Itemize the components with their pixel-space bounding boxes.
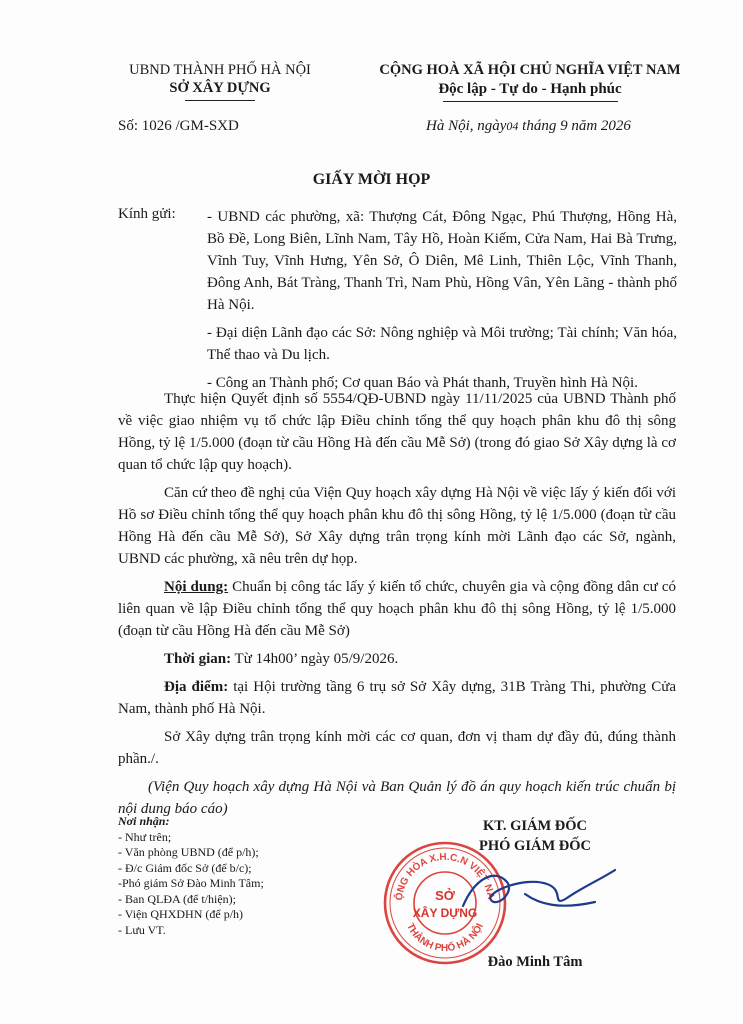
nation-block	[355, 62, 705, 102]
distribution-item: - Viện QHXDHN (để p/h)	[118, 907, 244, 921]
time-text: Từ 14h00’ ngày 05/9/2026.	[231, 651, 399, 667]
place-text: tại Hội trường tầng 6 trụ sở Sở Xây dựng, 31B Tràng Thi, phường Cửa Nam, thành phố Hà Nội.	[118, 679, 676, 717]
distribution-item: - Văn phòng UBND (để p/h);	[118, 845, 259, 859]
paragraph-time	[118, 648, 676, 670]
content-label: Nội dung:	[164, 579, 229, 595]
date-prefix: Hà Nội, ngày	[426, 118, 507, 134]
distribution-item: - Lưu VT.	[118, 922, 166, 937]
place-label: Địa điểm:	[164, 679, 229, 695]
time-label: Thời gian:	[164, 651, 232, 667]
handwritten-signature	[455, 848, 625, 928]
nation-motto: Độc lập - Tự do - Hạnh phúc	[438, 81, 622, 97]
document-date	[426, 118, 631, 135]
motto-underline	[443, 101, 618, 102]
recipient-item: - Đại diện Lãnh đạo các Sở: Nông nghiệp và Môi trường; Tài chính; Văn hóa, Thể thao và Du lịch.	[207, 325, 677, 363]
document-body	[118, 388, 676, 820]
distribution-item: - Đ/c Giám đốc Sở (để b/c);	[118, 860, 252, 875]
distribution-item: - Như trên;	[118, 829, 172, 844]
paragraph-note: (Viện Quy hoạch xây dựng Hà Nội và Ban Quản lý đồ án quy hoạch kiến trúc chuẩn bị nội dung báo cáo)	[118, 779, 676, 817]
agency-name: UBND THÀNH PHỐ HÀ NỘI	[129, 62, 311, 78]
paragraph-content	[118, 576, 676, 642]
stamp-ring-top: ỘNG HÒA X.H.C.N VIỆT NA	[393, 851, 496, 902]
signature-role-2: PHÓ GIÁM ĐỐC	[479, 838, 591, 854]
paragraph-decision: Thực hiện Quyết định số 5554/QĐ-UBND ngày 11/11/2025 của UBND Thành phố về việc giao nhiệm vụ tổ chức lập Điều chỉnh tổng thể quy hoạch phân khu đô thị sông Hồng, tỷ lệ 1/5.000 (đoạn từ cầu Hồng Hà đến cầu Mễ Sở) (trong đó giao Sở Xây dựng là cơ quan tổ chức lập quy hoạch).	[118, 391, 676, 473]
recipients-label: Kính gửi:	[118, 206, 176, 222]
nation-name: CỘNG HOÀ XÃ HỘI CHỦ NGHĨA VIỆT NAM	[379, 62, 681, 78]
paragraph-invite: Sở Xây dựng trân trọng kính mời các cơ quan, đơn vị tham dự đầy đủ, đúng thành phần./.	[118, 729, 676, 767]
recipients-list	[207, 206, 677, 394]
recipient-item: - Công an Thành phố; Cơ quan Báo và Phát thanh, Truyền hình Hà Nội.	[207, 375, 638, 391]
paragraph-place	[118, 676, 676, 720]
content-text: Chuẩn bị công tác lấy ý kiến tổ chức, chuyên gia và cộng đồng dân cư có liên quan về lập Điều chỉnh tổng thể quy hoạch phân khu đô thị sông Hồng, tỷ lệ 1/5.000 (đoạn từ cầu Hồng Hà đến cầu Mễ Sở)	[118, 579, 676, 639]
document-number: Số: 1026 /GM-SXD	[118, 118, 239, 134]
agency-underline	[185, 100, 255, 101]
distribution-label: Nơi nhận:	[118, 814, 170, 828]
stamp-center-line2: XÂY DỰNG	[412, 906, 478, 920]
department-name: SỞ XÂY DỰNG	[169, 80, 271, 96]
recipient-item: - UBND các phường, xã: Thượng Cát, Đông Ngạc, Phú Thượng, Hồng Hà, Bồ Đề, Long Biên, Lĩnh Nam, Tây Hồ, Hoàn Kiếm, Cửa Nam, Hai Bà Trưng, Vĩnh Tuy, Vĩnh Hưng, Yên Sở, Ô Diên, Mê Linh, Thiên Lộc, Vĩnh Thanh, Đông Anh, Bát Tràng, Thanh Trì, Nam Phù, Hồng Vân, Yên Lãng - thành phố Hà Nội.	[207, 209, 677, 313]
document-title: GIẤY MỜI HỌP	[312, 171, 431, 188]
signer-name: Đào Minh Tâm	[487, 954, 583, 970]
date-suffix: tháng 9 năm 2026	[518, 118, 631, 134]
distribution-item: -Phó giám Sở Đào Minh Tâm;	[118, 876, 264, 890]
agency-block	[100, 62, 340, 101]
distribution-item: - Ban QLĐA (để t/hiện);	[118, 891, 236, 906]
stamp-center-line1: SỞ	[435, 888, 455, 903]
date-day: 04	[506, 119, 519, 133]
paragraph-basis: Căn cứ theo đề nghị của Viện Quy hoạch xây dựng Hà Nội về việc lấy ý kiến đối với Hồ sơ Điều chỉnh tổng thể quy hoạch phân khu đô thị sông Hồng, tỷ lệ 1/5.000 (đoạn từ cầu Hồng Hà đến cầu Mễ Sở), Sở Xây dựng trân trọng kính mời Lãnh đạo các Sở, ngành, UBND các phường, xã nêu trên dự họp.	[118, 485, 676, 567]
stamp-ring-bottom: THÀNH PHỐ HÀ NỘI	[404, 921, 486, 955]
signature-role-1: KT. GIÁM ĐỐC	[482, 818, 588, 834]
distribution-block	[118, 814, 338, 938]
